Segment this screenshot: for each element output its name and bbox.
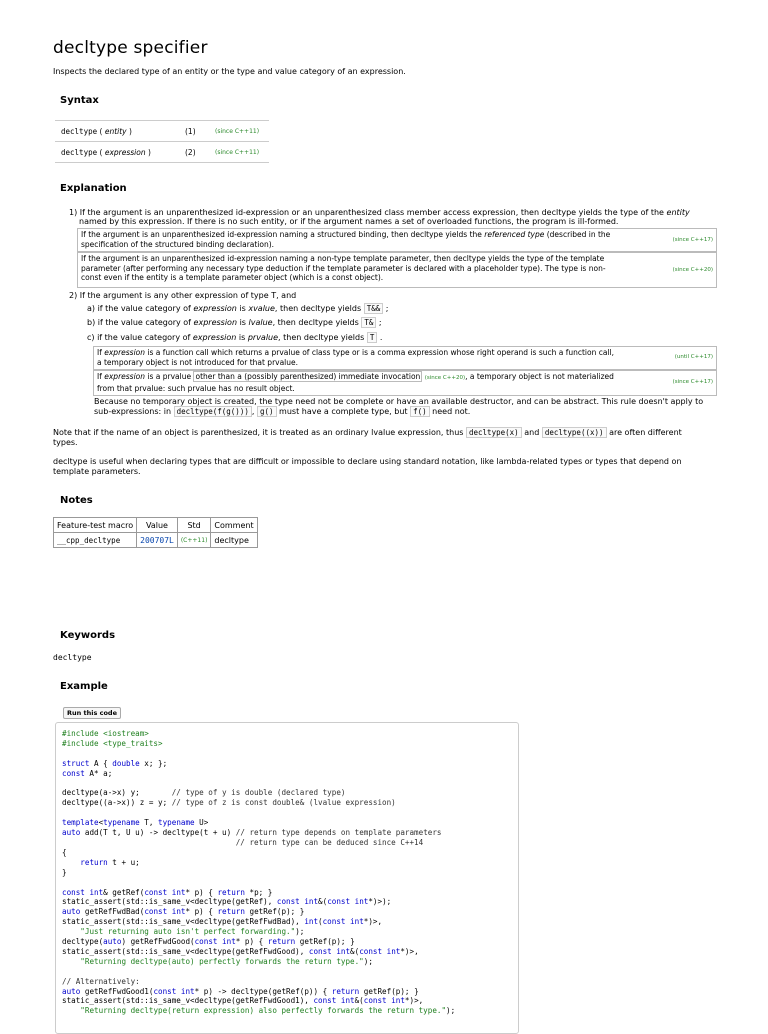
version-badge: (since C++17) (672, 379, 713, 385)
notes-heading: Notes (60, 495, 93, 506)
syntax-arg: expression (104, 147, 146, 157)
page-title: decltype specifier (53, 38, 208, 58)
explanation-heading: Explanation (60, 183, 127, 194)
value-category-prvalue: c) if the value category of expression is prvalue, then decltype yields T . (87, 333, 383, 342)
usefulness-text: decltype is useful when declaring types that are difficult or impossible to declare using standard notation, like lambda-related types or types that depend on template parameters. (53, 457, 682, 476)
syntax-heading: Syntax (60, 95, 99, 106)
example-heading: Example (60, 681, 108, 692)
macro-value-link[interactable]: 200707L (137, 533, 178, 548)
syntax-keyword: decltype (61, 126, 98, 136)
syntax-row: decltype ( expression ) (2) (since C++11) (55, 142, 269, 163)
structured-binding-box: If the argument is an unparenthesized id-expression naming a structured binding, then decltype yields the referenced type (described in the specification of the structured binding declaration). (since C++17) (77, 228, 717, 252)
std-link[interactable]: (C++11) (177, 533, 211, 548)
run-code-button[interactable]: Run this code (63, 707, 121, 719)
template-param-box: If the argument is an unparenthesized id-expression naming a non-type template parameter, then decltype yields the type of the template parameter (after performing any necessary type deduction if the template parameter is declared with a placeholder type). The type is non- const even if the entity is a template parameter object (which is a const object). (since C++20) (77, 252, 717, 288)
keyword-link[interactable]: decltype (53, 653, 92, 662)
syntax-row: decltype ( entity ) (1) (since C++11) (55, 121, 269, 142)
intro-text: Inspects the declared type of an entity or the type and value category of an expression. (53, 67, 406, 76)
parenthesized-note: Note that if the name of an object is parenthesized, it is treated as an ordinary lvalue expression, thus decltype(x) and decltype((x)) are often different types. (53, 428, 682, 447)
since-cxx17-box: If expression is a prvalue other than a (possibly parenthesized) immediate invocation (since C++20), a temporary object is not materialized from that prvalue: such prvalue has no result object. (since C++17) (93, 370, 717, 396)
macro-name: __cpp_decltype (54, 533, 137, 548)
version-badge: (since C++20) (672, 267, 713, 273)
until-cxx17-box: If expression is a function call which returns a prvalue of class type or is a comma expression whose right operand is such a function call, a temporary object is not introduced for that prvalue. (until C++17) (93, 346, 717, 370)
explanation-item-1-cont: named by this expression. If there is no such entity, or if the argument names a set of overloaded functions, the program is ill-formed. (79, 217, 619, 226)
version-badge: (until C++17) (674, 354, 713, 360)
no-temporary-text: Because no temporary object is created, the type need not be complete or have an available destructor, and can be abstract. This rule doesn't apply to sub-expressions: in decltype(f(g())) , g() must have a complete type, but f() need not. (94, 397, 704, 416)
syntax-since: (since C++11) (209, 142, 269, 163)
explanation-item-2: 2) If the argument is any other expression of type T, and (69, 291, 297, 300)
code-listing: #include <iostream> #include <type_traits> struct A { double x; }; const A* a; decltype(a->x) y; // type of y is double (declared type) decltype((a->x)) z = y; // type of z is const double& (lvalue expression) template<typename T, typename U> auto add(T t, U u) -> decltype(t + u) // return type depends on template parameters // return type can be deduced since C++14 { return t + u; } const int& getRef(const int* p) { return *p; } static_assert(std::is_same_v<decltype(getRef), const int&(const int*)>); auto getRefFwdBad(const int* p) { return getRef(p); } static_assert(std::is_same_v<decltype(getRefFwdBad), int(const int*)>, "Just returning auto isn't perfect forwarding."); decltype(auto) getRefFwdGood(const int* p) { return getRef(p); } static_assert(std::is_same_v<decltype(getRefFwdGood), const int&(const int*)>, "Returning decltype(auto) perfectly forwards the return type."); // Alternatively: auto getRefFwdGood1(const int* p) -> decltype(getRef(p)) { return getRef(p); } static_assert(std::is_same_v<decltype(getRefFwdGood1), const int&(const int*)>, "Returning decltype(return expression) also perfectly forwards the return type."); (62, 729, 456, 1016)
immediate-invocation-box: other than a (possibly parenthesized) immediate invocation (195, 372, 421, 381)
syntax-arg: entity (104, 126, 127, 136)
syntax-keyword: decltype (61, 147, 98, 157)
table-row (54, 533, 258, 548)
code-example (55, 722, 519, 1034)
syntax-num: (1) (179, 121, 209, 142)
comment: decltype (211, 533, 257, 548)
keywords-heading: Keywords (60, 630, 116, 641)
syntax-table (55, 120, 269, 163)
table-header-row: Feature-test macro Value Std Comment (54, 518, 258, 533)
explanation-item-1: 1) If the argument is an unparenthesized id-expression or an unparenthesized class member access expression, then decltype yields the type of the entity (69, 208, 690, 217)
value-category-lvalue: b) if the value category of expression is lvalue, then decltype yields T& ; (87, 318, 382, 327)
value-category-xvalue: a) if the value category of expression is xvalue, then decltype yields T&& ; (87, 304, 389, 313)
syntax-num: (2) (179, 142, 209, 163)
feature-test-table (53, 517, 258, 548)
syntax-since: (since C++11) (209, 121, 269, 142)
version-badge: (since C++17) (672, 237, 713, 243)
